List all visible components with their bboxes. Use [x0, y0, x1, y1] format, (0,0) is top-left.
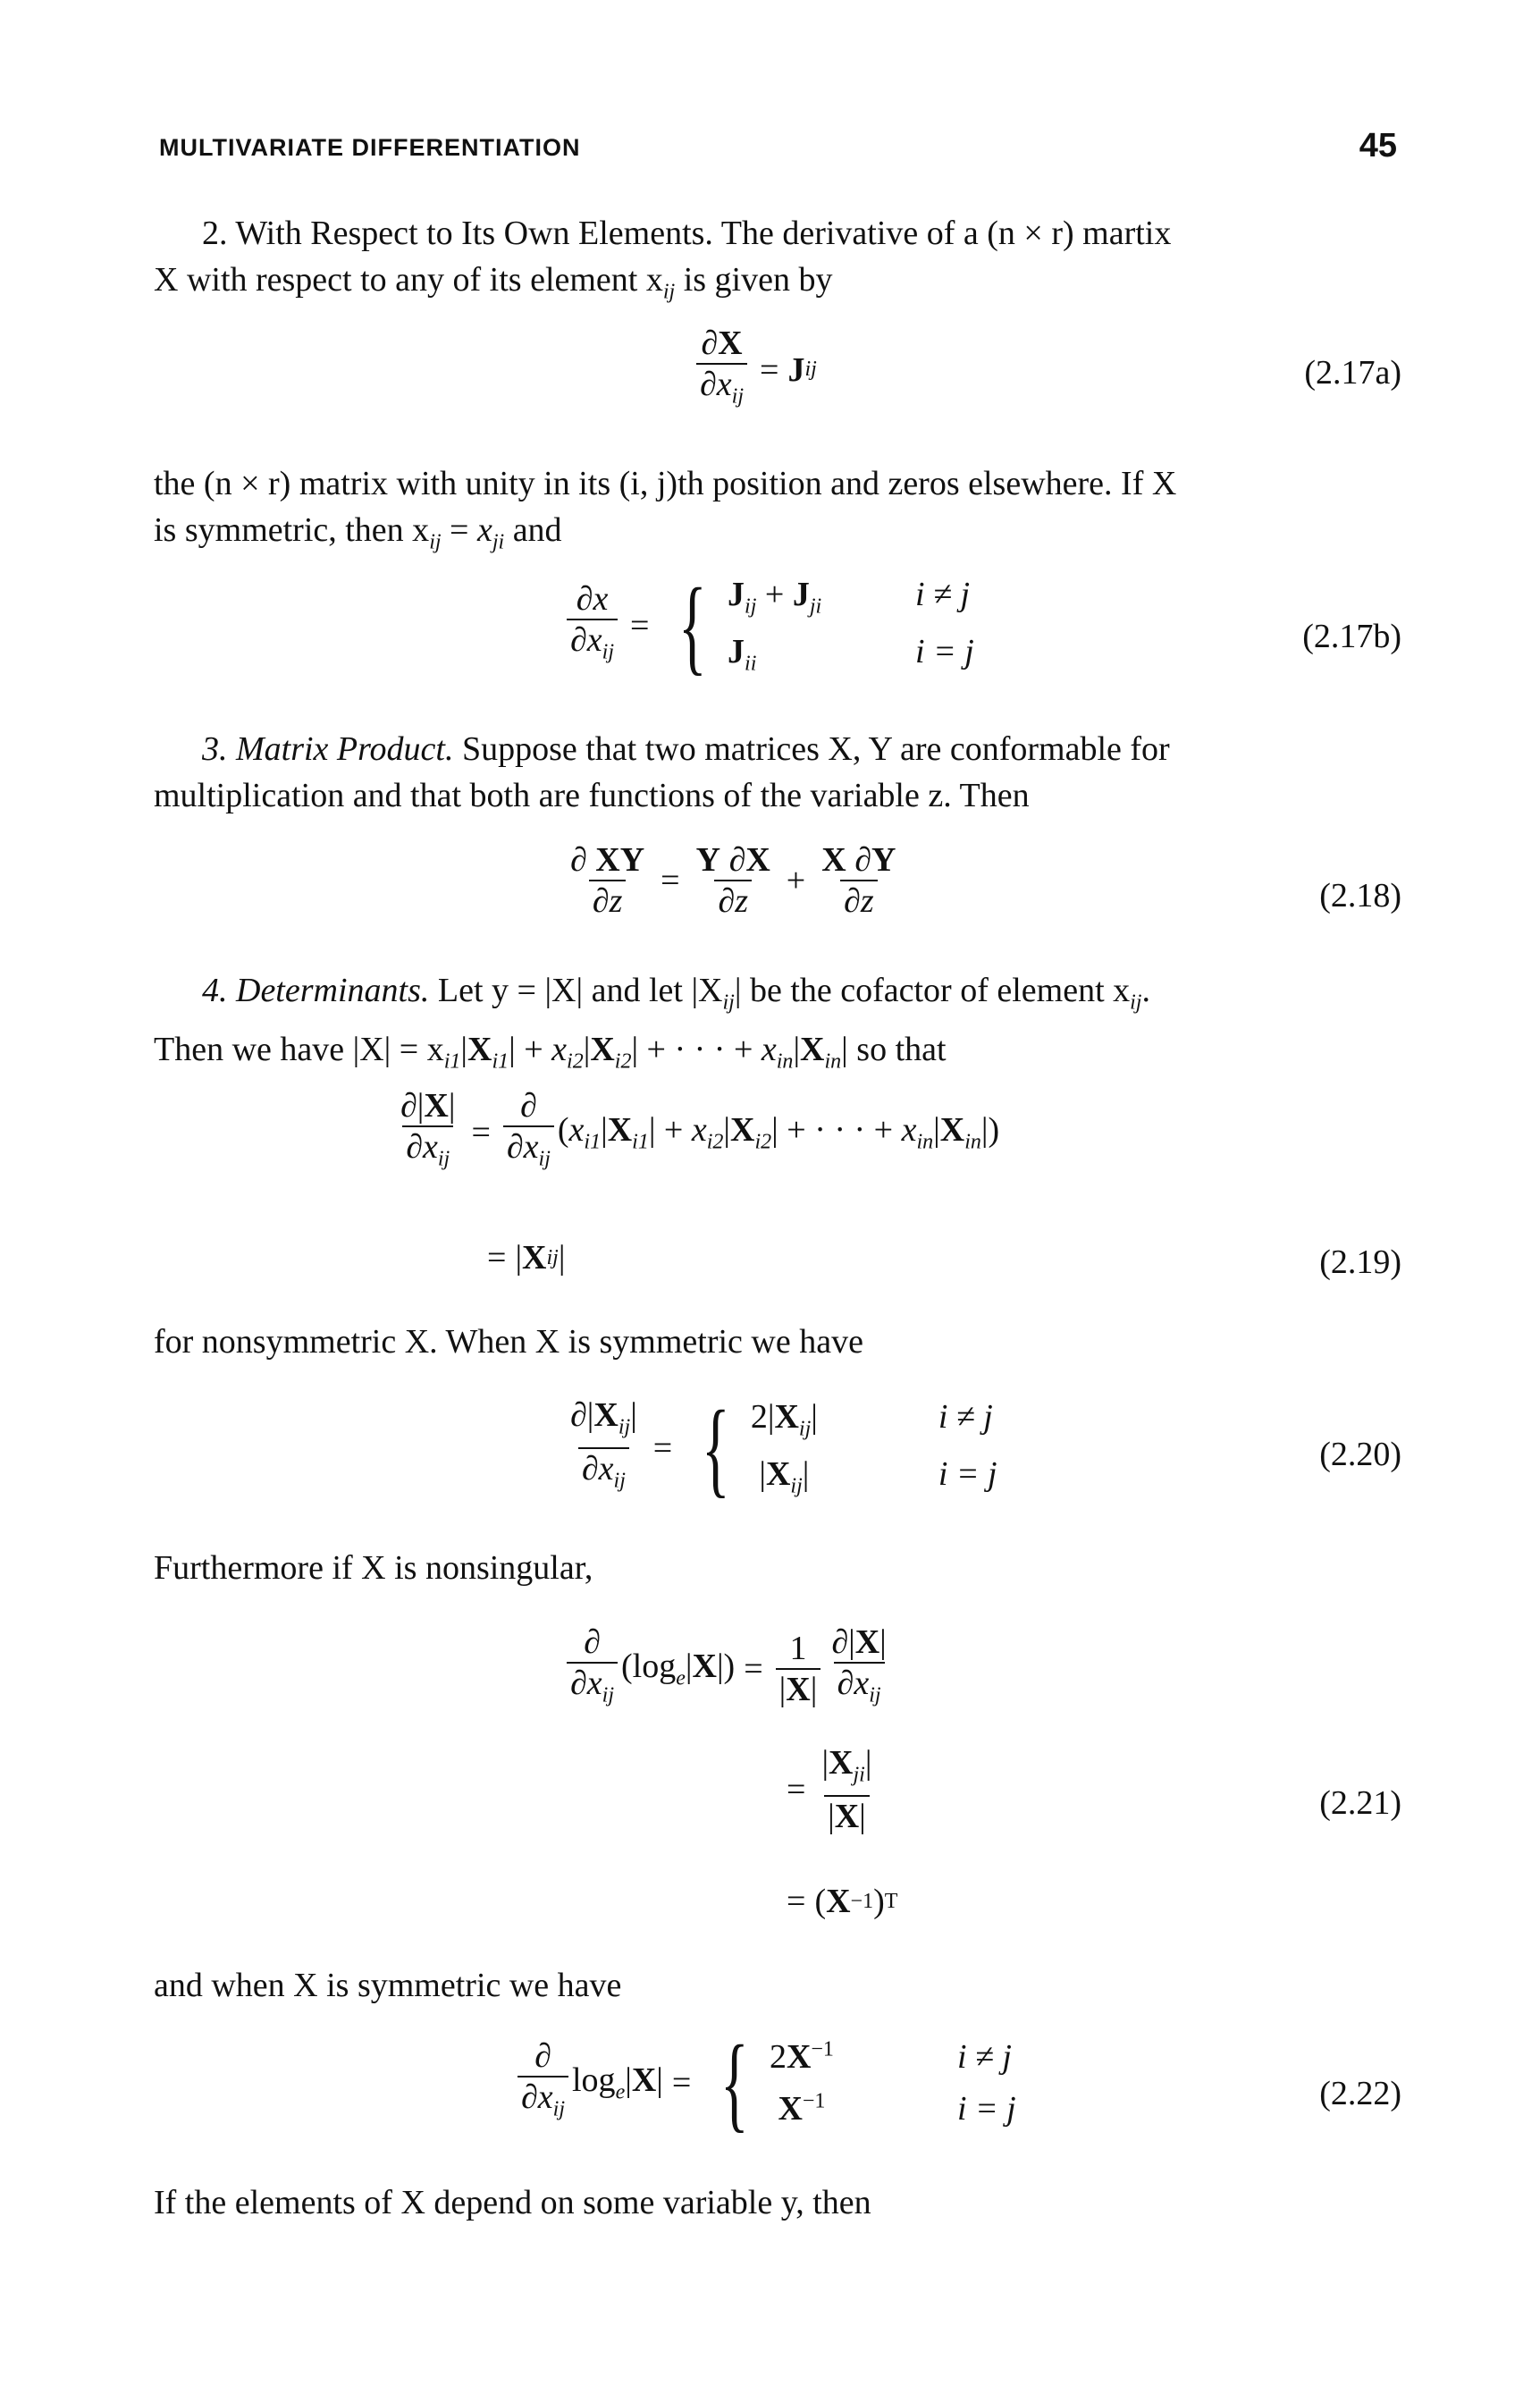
section-4-line1b: | be the cofactor of element x — [734, 972, 1131, 1009]
section-2-paragraph: 2. With Respect to Its Own Elements. The derivative of a (n × r) martix X with respect to any of its element $x_{ij}$ is given by — [154, 215, 1172, 304]
after-2-17a-line2: is symmetric, then x — [154, 511, 430, 549]
running-title: MULTIVARIATE DIFFERENTIATION — [159, 134, 581, 161]
equation-label-2-22: (2.22) — [1319, 2075, 1401, 2112]
equation-label-2-17a: (2.17a) — [1304, 354, 1401, 392]
section-4-line1: Let y = |X| and let |X — [437, 972, 723, 1009]
section-4-paragraph: 4. Determinants. Let y = |X| and let $|X_{ij}|$ be the cofactor of element $x_{ij}$. Then we have $|X| = x_{i1}|X_{i1}| + x_{i2}|X_{i2}|$ + · · · + $x_{in}|X_{in}|$ so that — [154, 972, 1150, 1074]
equation-2-21-line1: $\frac{\partial}{\partial x_{ij}}$ $(\log_e|X|)$ = $\frac{1}{|X|}$ $\frac{\partial|X|}{\partial x_{ij}}$ — [563, 1622, 894, 1715]
section-4-lead: 4. Determinants. — [202, 972, 430, 1009]
equation-2-22: $\frac{\partial}{\partial x_{ij}}$ $\log_e|X|$ = { $2X^{-1}$ i ≠ j $X^{-1}$ i = j — [514, 2029, 1016, 2137]
equation-2-21-line2: = $\frac{|X_{ji}|}{|X|}$ — [787, 1744, 872, 1835]
equation-2-18: $\frac{\partial XY}{\partial z}$ = $\frac{Y \partial X}{\partial z}$ + $\frac{X \partial Y}{\partial z}$ — [570, 841, 896, 920]
section-2-text1: The derivative of a (n × r) martix — [720, 215, 1172, 252]
equation-2-17b: $\frac{\partial x}{\partial x_{ij}}$ = { $J_{ij} + J_{ji}$ i ≠ j $J_{ii}$ i = j — [563, 572, 974, 679]
equation-2-19-line1: $\frac{\partial|X|}{\partial x_{ij}}$ = $\frac{\partial}{\partial x_{ij}}$ ($x_{i1}|X_{i1}| + x_{i2}|X_{i2}|$ + · · · + $x_{in}|X_{in}|$) — [393, 1086, 999, 1179]
equation-label-2-19: (2.19) — [1319, 1243, 1401, 1281]
page-number: 45 — [1359, 127, 1397, 164]
after-2-17a-line1: the (n × r) matrix with unity in its (i, j)th position and zeros elsewhere. If X — [154, 465, 1177, 502]
equation-label-2-20: (2.20) — [1319, 1436, 1401, 1473]
section-2-lead: 2. With Respect to Its Own Elements. — [202, 215, 713, 252]
section-2-text2b: is given by — [683, 261, 833, 299]
section-3-paragraph — [154, 726, 1401, 819]
equation-2-21-line3: = ( X −1 ) T — [787, 1883, 898, 1920]
equation-label-2-17b: (2.17b) — [1302, 618, 1401, 655]
equation-label-2-21: (2.21) — [1319, 1784, 1401, 1822]
equation-2-20: $\frac{\partial|X_{ij}|}{\partial x_{ij}}$ = { $2|X_{ij}|$ i ≠ j $|X_{ij}|$ i = j — [570, 1388, 997, 1507]
section-3-line2: multiplication and that both are functions of the variable z. Then — [154, 777, 1030, 814]
section-2-text2: X with respect to any of its element x — [154, 261, 663, 299]
running-head — [159, 127, 1397, 172]
text-last: If the elements of X depend on some variable y, then — [154, 2184, 871, 2221]
equation-2-17a: $\frac{\partial X}{\partial x_{ij}}$ = J ij — [693, 324, 817, 417]
section-4-line2: Then we have |X| = x — [154, 1030, 444, 1068]
text-nonsymmetric: for nonsymmetric X. When X is symmetric we have — [154, 1323, 863, 1361]
equation-2-19-line2: = | X ij | — [487, 1239, 566, 1277]
section-3-lead: 3. Matrix Product. — [202, 730, 454, 768]
text-and-when: and when X is symmetric we have — [154, 1967, 622, 2004]
text-furthermore: Furthermore if X is nonsingular, — [154, 1549, 593, 1587]
section-3-line1: Suppose that two matrices X, Y are conformable for — [461, 730, 1170, 768]
equation-label-2-18: (2.18) — [1319, 877, 1401, 914]
after-2-17a-paragraph: the (n × r) matrix with unity in its (i, j)th position and zeros elsewhere. If X is symmetric, then $x_{ij} = x_{ji}$ and — [154, 465, 1177, 554]
